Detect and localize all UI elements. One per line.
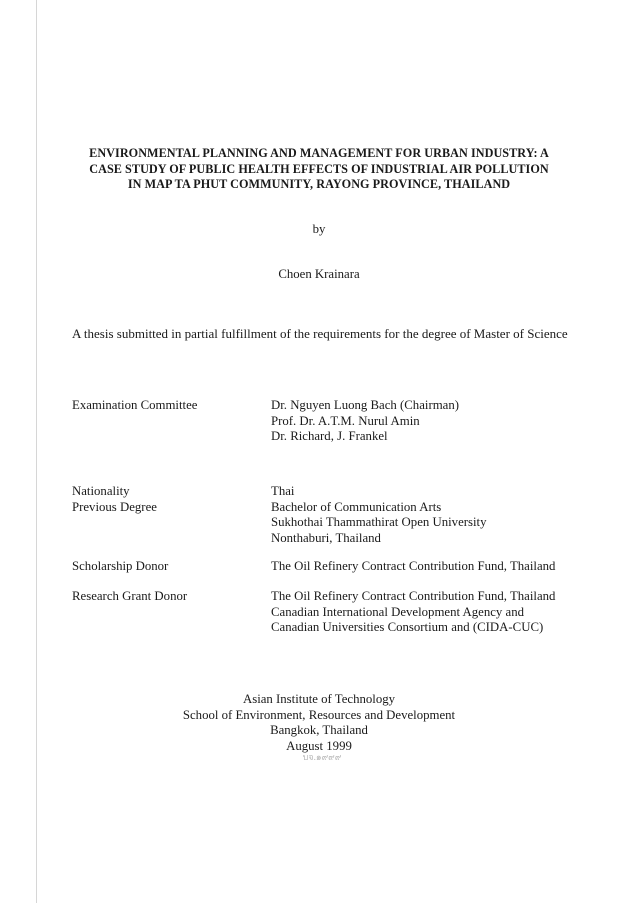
committee-members: [271, 398, 601, 445]
committee-member: Prof. Dr. A.T.M. Nurul Amin: [271, 413, 420, 428]
thesis-title: [40, 146, 598, 193]
committee-member: Dr. Nguyen Luong Bach (Chairman): [271, 398, 459, 412]
research-grant-donor-line: Canadian International Development Agency and: [271, 604, 525, 619]
previous-degree-values: [271, 500, 601, 547]
institution-block: [0, 692, 638, 754]
institution-location: Bangkok, Thailand: [270, 723, 368, 737]
scholarship-donor-label: Scholarship Donor: [72, 559, 169, 573]
research-grant-donor-line: The Oil Refinery Contract Contribution Fund, Thailand: [271, 589, 556, 603]
previous-degree-line: Nonthaburi, Thailand: [271, 530, 381, 545]
nationality-label: Nationality: [72, 484, 130, 498]
previous-degree-label: Previous Degree: [72, 499, 157, 514]
nationality-value: Thai: [271, 484, 295, 498]
previous-degree-line: Bachelor of Communication Arts: [271, 499, 442, 514]
thesis-statement: A thesis submitted in partial fulfillment of the requirements for the degree of Master of Science: [72, 326, 568, 341]
research-grant-donor-line: Canadian Universities Consortium and (CIDA-CUC): [271, 620, 544, 634]
committee-member: Dr. Richard, J. Frankel: [271, 429, 388, 443]
research-grant-donor-label: Research Grant Donor: [72, 589, 188, 603]
scholarship-donor-value: The Oil Refinery Contract Contribution Fund, Thailand: [271, 559, 556, 573]
title-line-1: ENVIRONMENTAL PLANNING AND MANAGEMENT FOR URBAN INDUSTRY: A: [89, 146, 549, 160]
school-name: School of Environment, Resources and Development: [182, 707, 456, 722]
scan-edge-line: [36, 0, 37, 903]
faint-stamp: บจ.๑๙๙๙: [302, 752, 342, 762]
by-text: by: [312, 222, 326, 236]
previous-degree-line: Sukhothai Thammathirat Open University: [271, 515, 487, 529]
submission-date: August 1999: [286, 738, 352, 753]
author-name: Choen Krainara: [278, 267, 360, 281]
institution-name: Asian Institute of Technology: [242, 692, 396, 706]
title-line-3: IN MAP TA PHUT COMMUNITY, RAYONG PROVINCE, THAILAND: [127, 177, 511, 191]
examination-committee-label: Examination Committee: [72, 398, 198, 412]
title-line-2: CASE STUDY OF PUBLIC HEALTH EFFECTS OF INDUSTRIAL AIR POLLUTION: [89, 161, 549, 176]
research-grant-donor-values: [271, 589, 601, 636]
